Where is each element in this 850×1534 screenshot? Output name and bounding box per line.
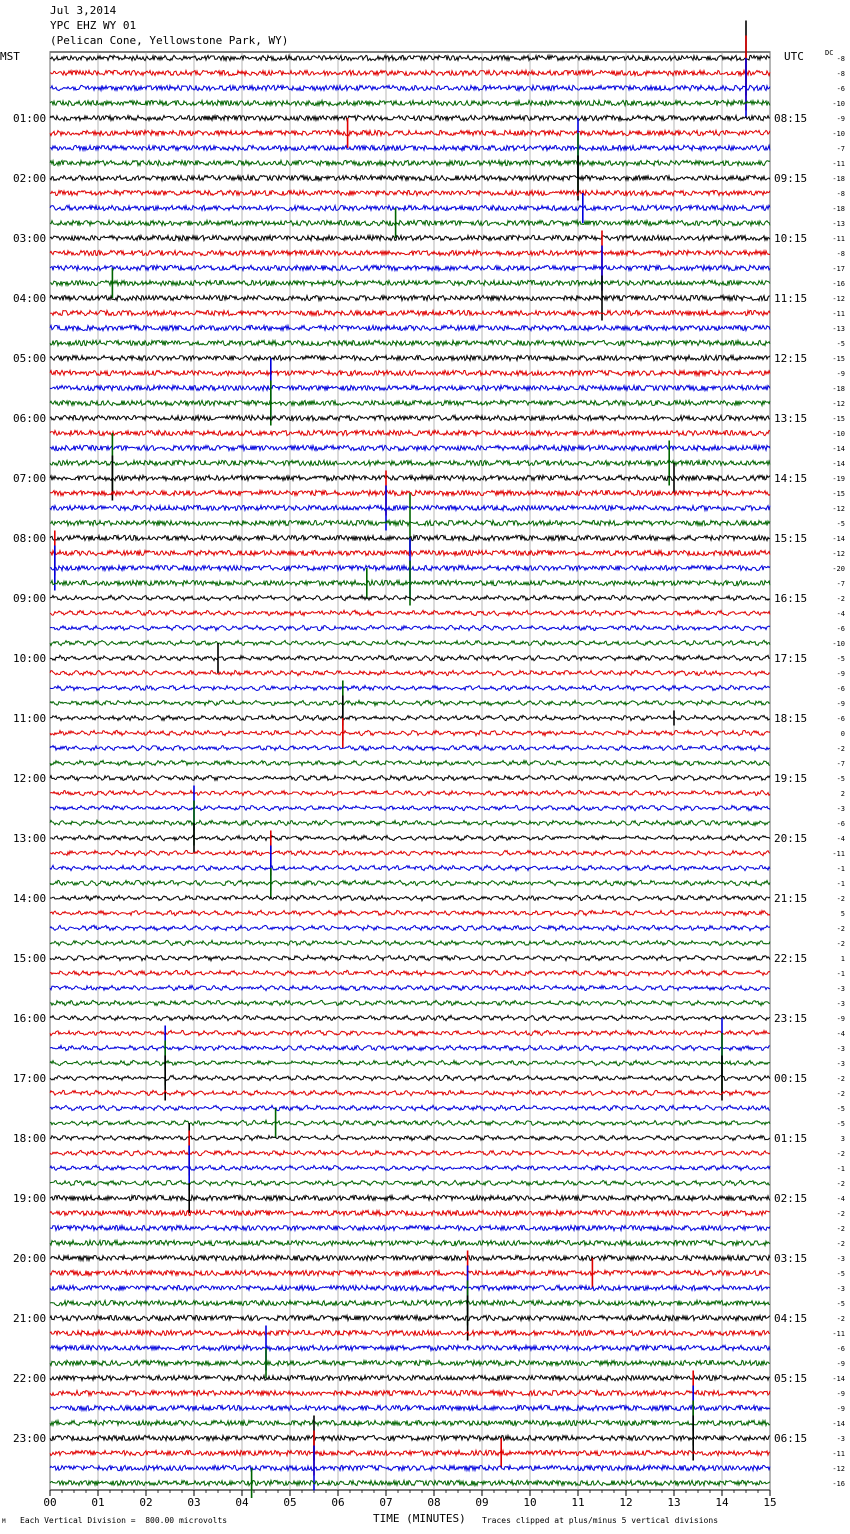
dc-offset-label: -5 — [836, 655, 845, 663]
dc-offset-label: -8 — [836, 55, 845, 63]
mst-hour-label: 17:00 — [13, 1072, 47, 1085]
x-tick-label: 03 — [187, 1496, 201, 1509]
x-tick-label: 09 — [475, 1496, 489, 1509]
seismic-trace — [50, 1285, 770, 1290]
dc-offset-label: -14 — [832, 535, 845, 543]
dc-offset-label: -20 — [832, 565, 845, 573]
dc-offset-label: -16 — [832, 280, 845, 288]
dc-offset-label: -11 — [832, 310, 845, 318]
dc-offset-label: -4 — [836, 835, 845, 843]
seismic-trace — [50, 265, 770, 270]
dc-offset-label: -3 — [836, 1255, 845, 1263]
seismic-trace — [50, 715, 770, 720]
dc-offset-label: -10 — [832, 640, 845, 648]
seismic-trace — [50, 1435, 770, 1440]
seismic-trace — [50, 280, 770, 285]
utc-hour-label: 05:15 — [774, 1372, 808, 1385]
mst-hour-label: 18:00 — [13, 1132, 47, 1145]
seismic-trace — [50, 670, 770, 675]
dc-offset-label: -3 — [836, 985, 845, 993]
dc-offset-label: -7 — [836, 580, 845, 588]
dc-offset-label: -15 — [832, 355, 845, 363]
seismic-trace — [50, 1375, 770, 1380]
seismic-trace — [50, 1045, 770, 1050]
seismic-trace — [50, 1195, 770, 1200]
dc-offset-label: -11 — [832, 160, 845, 168]
dc-offset-label: -6 — [836, 625, 845, 633]
seismic-trace — [50, 1180, 770, 1185]
dc-offset-label: -11 — [832, 235, 845, 243]
dc-offset-label: -2 — [836, 1075, 845, 1083]
seismic-trace — [50, 295, 770, 300]
dc-offset-label: -3 — [836, 1060, 845, 1068]
mst-hour-label: 08:00 — [13, 532, 47, 545]
mst-hour-label: 01:00 — [13, 112, 47, 125]
dc-offset-label: -5 — [836, 520, 845, 528]
dc-offset-label: -3 — [836, 1000, 845, 1008]
seismic-trace — [50, 805, 770, 810]
seismic-trace — [50, 1150, 770, 1155]
mst-hour-label: 09:00 — [13, 592, 47, 605]
seismic-trace — [50, 775, 770, 780]
utc-hour-label: 04:15 — [774, 1312, 808, 1325]
seismic-trace — [50, 85, 770, 90]
dc-offset-label: -8 — [836, 250, 845, 258]
x-tick-label: 15 — [763, 1496, 777, 1509]
dc-offset-label: -9 — [836, 700, 845, 708]
dc-offset-label: -7 — [836, 760, 845, 768]
mst-hour-label: 12:00 — [13, 772, 47, 785]
dc-offset-label: -1 — [836, 970, 845, 978]
mst-hour-label: 19:00 — [13, 1192, 47, 1205]
station-location: (Pelican Cone, Yellowstone Park, WY) — [50, 34, 289, 47]
seismic-trace — [50, 1390, 770, 1395]
seismic-trace — [50, 55, 770, 60]
x-tick-label: 11 — [571, 1496, 585, 1509]
footer-mark: M — [2, 1518, 6, 1525]
x-tick-label: 13 — [667, 1496, 681, 1509]
seismic-trace — [50, 1270, 770, 1275]
x-axis-title: TIME (MINUTES) — [373, 1512, 466, 1525]
dc-offset-label: -12 — [832, 1465, 845, 1473]
mst-hour-label: 23:00 — [13, 1432, 47, 1445]
seismic-trace — [50, 145, 770, 150]
dc-offset-label: -18 — [832, 385, 845, 393]
seismic-trace — [50, 925, 770, 930]
seismic-trace — [50, 625, 770, 630]
mst-hour-label: 16:00 — [13, 1012, 47, 1025]
dc-offset-label: -5 — [836, 340, 845, 348]
seismic-trace — [50, 790, 770, 795]
seismic-trace — [50, 250, 770, 255]
seismic-trace — [50, 700, 770, 705]
seismic-trace — [50, 1480, 770, 1485]
seismic-trace — [50, 310, 770, 315]
seismic-trace — [50, 850, 770, 855]
dc-offset-label: -4 — [836, 1195, 845, 1203]
utc-hour-label: 12:15 — [774, 352, 808, 365]
seismic-trace — [50, 190, 770, 195]
dc-offset-label: -15 — [832, 415, 845, 423]
dc-offset-label: -2 — [836, 745, 845, 753]
seismic-trace — [50, 1345, 770, 1350]
seismic-trace — [50, 955, 770, 960]
mst-hour-label: 05:00 — [13, 352, 47, 365]
utc-hour-label: 03:15 — [774, 1252, 808, 1265]
x-tick-label: 07 — [379, 1496, 393, 1509]
seismic-trace — [50, 1405, 770, 1410]
seismic-trace — [50, 1240, 770, 1245]
utc-hour-label: 11:15 — [774, 292, 808, 305]
dc-offset-label: 0 — [840, 730, 845, 738]
seismic-trace — [50, 685, 770, 690]
dc-offset-label: -9 — [836, 370, 845, 378]
mst-hour-label: 21:00 — [13, 1312, 47, 1325]
dc-offset-label: -5 — [836, 1270, 845, 1278]
x-tick-label: 08 — [427, 1496, 441, 1509]
dc-offset-label: -8 — [836, 70, 845, 78]
dc-offset-label: 2 — [840, 790, 845, 798]
seismic-trace — [50, 910, 770, 915]
dc-offset-label: -2 — [836, 925, 845, 933]
seismic-trace — [50, 745, 770, 750]
dc-offset-label: -5 — [836, 1120, 845, 1128]
dc-offset-label: -2 — [836, 1315, 845, 1323]
seismic-trace — [50, 865, 770, 870]
x-tick-label: 06 — [331, 1496, 345, 1509]
dc-offset-label: -10 — [832, 430, 845, 438]
seismic-trace — [50, 70, 770, 75]
chart-date: Jul 3,2014 — [50, 4, 117, 17]
dc-offset-label: -6 — [836, 85, 845, 93]
seismic-trace — [50, 1120, 770, 1125]
seismic-trace — [50, 235, 770, 240]
x-tick-label: 02 — [139, 1496, 153, 1509]
utc-hour-label: 22:15 — [774, 952, 808, 965]
right-timezone-label: UTC — [784, 50, 804, 63]
seismic-trace — [50, 400, 770, 405]
utc-hour-label: 01:15 — [774, 1132, 808, 1145]
dc-offset-label: -18 — [832, 175, 845, 183]
dc-offset-label: -7 — [836, 145, 845, 153]
seismic-trace — [50, 475, 770, 480]
seismic-trace — [50, 1000, 770, 1005]
scale-note: Each Vertical Division = 800.00 microvolts — [20, 1516, 228, 1525]
dc-offset-label: -5 — [836, 1105, 845, 1113]
dc-offset-label: -12 — [832, 400, 845, 408]
seismic-trace — [50, 115, 770, 120]
dc-offset-label: -12 — [832, 505, 845, 513]
dc-offset-label: 1 — [840, 955, 845, 963]
seismic-trace — [50, 1090, 770, 1095]
dc-offset-label: -10 — [832, 100, 845, 108]
utc-hour-label: 06:15 — [774, 1432, 808, 1445]
mst-hour-label: 07:00 — [13, 472, 47, 485]
dc-offset-label: -1 — [836, 865, 845, 873]
mst-hour-label: 11:00 — [13, 712, 47, 725]
seismic-trace — [50, 1060, 770, 1065]
dc-offset-label: -1 — [836, 1165, 845, 1173]
utc-hour-label: 14:15 — [774, 472, 808, 485]
dc-offset-label: -14 — [832, 1375, 845, 1383]
dc-offset-label: -10 — [832, 130, 845, 138]
mst-hour-label: 20:00 — [13, 1252, 47, 1265]
seismic-trace — [50, 1450, 770, 1455]
dc-offset-label: -3 — [836, 1435, 845, 1443]
dc-offset-label: -12 — [832, 550, 845, 558]
mst-hour-label: 14:00 — [13, 892, 47, 905]
seismic-trace — [50, 370, 770, 375]
dc-offset-label: -2 — [836, 1180, 845, 1188]
x-tick-label: 12 — [619, 1496, 633, 1509]
seismic-trace — [50, 340, 770, 345]
dc-offset-label: -3 — [836, 805, 845, 813]
dc-offset-label: -9 — [836, 1390, 845, 1398]
dc-offset-label: 3 — [840, 1135, 845, 1143]
dc-offset-label: -2 — [836, 940, 845, 948]
dc-offset-label: -5 — [836, 1300, 845, 1308]
seismic-trace — [50, 985, 770, 990]
dc-offset-label: -2 — [836, 1150, 845, 1158]
mst-hour-label: 02:00 — [13, 172, 47, 185]
seismic-trace — [50, 1255, 770, 1260]
seismic-trace — [50, 940, 770, 945]
x-tick-label: 04 — [235, 1496, 249, 1509]
utc-hour-label: 15:15 — [774, 532, 808, 545]
dc-offset-label: -2 — [836, 895, 845, 903]
dc-offset-label: -13 — [832, 325, 845, 333]
utc-hour-label: 13:15 — [774, 412, 808, 425]
seismic-trace — [50, 1315, 770, 1320]
dc-offset-label: -5 — [836, 775, 845, 783]
dc-offset-label: -9 — [836, 1360, 845, 1368]
seismic-trace — [50, 1210, 770, 1215]
utc-hour-label: 18:15 — [774, 712, 808, 725]
dc-offset-label: -9 — [836, 1405, 845, 1413]
mst-hour-label: 03:00 — [13, 232, 47, 245]
seismic-trace — [50, 835, 770, 840]
station-code: YPC EHZ WY 01 — [50, 19, 137, 32]
seismic-trace — [50, 430, 770, 435]
utc-hour-label: 23:15 — [774, 1012, 808, 1025]
seismic-trace — [50, 1165, 770, 1170]
mst-hour-label: 10:00 — [13, 652, 47, 665]
seismic-trace — [50, 655, 770, 660]
dc-offset-label: -13 — [832, 220, 845, 228]
seismic-trace — [50, 1075, 770, 1080]
utc-hour-label: 00:15 — [774, 1072, 808, 1085]
seismic-trace — [50, 970, 770, 975]
seismic-trace — [50, 1135, 770, 1140]
left-timezone-label: MST — [0, 50, 20, 63]
seismic-trace — [50, 100, 770, 105]
dc-offset-label: -9 — [836, 1015, 845, 1023]
utc-hour-label: 21:15 — [774, 892, 808, 905]
seismic-trace — [50, 1105, 770, 1110]
dc-offset-label: -2 — [836, 1090, 845, 1098]
dc-offset-label: -11 — [832, 1450, 845, 1458]
dc-offset-label: -2 — [836, 1225, 845, 1233]
utc-hour-label: 16:15 — [774, 592, 808, 605]
dc-offset-label: -12 — [832, 295, 845, 303]
dc-offset-label: -15 — [832, 490, 845, 498]
dc-offset-label: -9 — [836, 115, 845, 123]
dc-column-label: DC — [825, 49, 834, 57]
dc-offset-label: -6 — [836, 1345, 845, 1353]
seismic-trace — [50, 445, 770, 450]
dc-offset-label: -6 — [836, 685, 845, 693]
x-tick-label: 14 — [715, 1496, 729, 1509]
clip-note: Traces clipped at plus/minus 5 vertical divisions — [482, 1516, 719, 1525]
mst-hour-label: 15:00 — [13, 952, 47, 965]
seismic-trace — [50, 640, 770, 645]
mst-hour-label: 04:00 — [13, 292, 47, 305]
dc-offset-label: -4 — [836, 610, 845, 618]
utc-hour-label: 17:15 — [774, 652, 808, 665]
seismic-trace — [50, 820, 770, 825]
x-tick-label: 10 — [523, 1496, 537, 1509]
dc-offset-label: -11 — [832, 1330, 845, 1338]
x-tick-label: 00 — [43, 1496, 57, 1509]
seismic-trace — [50, 1225, 770, 1230]
utc-hour-label: 10:15 — [774, 232, 808, 245]
x-tick-label: 05 — [283, 1496, 297, 1509]
utc-hour-label: 09:15 — [774, 172, 808, 185]
dc-offset-label: -9 — [836, 670, 845, 678]
seismic-trace — [50, 130, 770, 135]
seismic-trace — [50, 160, 770, 165]
dc-offset-label: -17 — [832, 265, 845, 273]
dc-offset-label: -1 — [836, 880, 845, 888]
dc-offset-label: -14 — [832, 460, 845, 468]
dc-offset-label: -18 — [832, 205, 845, 213]
dc-offset-label: -6 — [836, 820, 845, 828]
x-tick-label: 01 — [91, 1496, 105, 1509]
dc-offset-label: -11 — [832, 850, 845, 858]
mst-hour-label: 06:00 — [13, 412, 47, 425]
utc-hour-label: 02:15 — [774, 1192, 808, 1205]
dc-offset-label: -8 — [836, 190, 845, 198]
seismic-trace — [50, 415, 770, 420]
seismic-trace — [50, 175, 770, 180]
seismic-trace — [50, 1420, 770, 1425]
mst-hour-label: 22:00 — [13, 1372, 47, 1385]
dc-offset-label: -14 — [832, 1420, 845, 1428]
seismic-trace — [50, 1330, 770, 1335]
dc-offset-label: -2 — [836, 595, 845, 603]
dc-offset-label: -3 — [836, 1285, 845, 1293]
seismic-trace — [50, 1360, 770, 1365]
seismic-trace — [50, 1030, 770, 1035]
utc-hour-label: 08:15 — [774, 112, 808, 125]
seismic-trace — [50, 355, 770, 360]
seismic-trace — [50, 1465, 770, 1470]
seismic-trace — [50, 610, 770, 615]
mst-hour-label: 13:00 — [13, 832, 47, 845]
dc-offset-label: -4 — [836, 1030, 845, 1038]
seismic-trace — [50, 325, 770, 330]
seismic-trace — [50, 730, 770, 735]
seismic-trace — [50, 220, 770, 225]
dc-offset-label: -16 — [832, 1480, 845, 1488]
seismic-trace — [50, 385, 770, 390]
seismic-trace — [50, 1015, 770, 1020]
seismic-trace — [50, 895, 770, 900]
dc-offset-label: -6 — [836, 715, 845, 723]
seismic-trace — [50, 205, 770, 210]
utc-hour-label: 20:15 — [774, 832, 808, 845]
dc-offset-label: -2 — [836, 1210, 845, 1218]
dc-offset-label: -19 — [832, 475, 845, 483]
utc-hour-label: 19:15 — [774, 772, 808, 785]
dc-offset-label: -14 — [832, 445, 845, 453]
seismic-trace — [50, 760, 770, 765]
dc-offset-label: -3 — [836, 1045, 845, 1053]
seismic-trace — [50, 1300, 770, 1305]
dc-offset-label: -2 — [836, 1240, 845, 1248]
seismic-trace — [50, 880, 770, 885]
seismic-trace — [50, 460, 770, 465]
dc-offset-label: 5 — [840, 910, 845, 918]
